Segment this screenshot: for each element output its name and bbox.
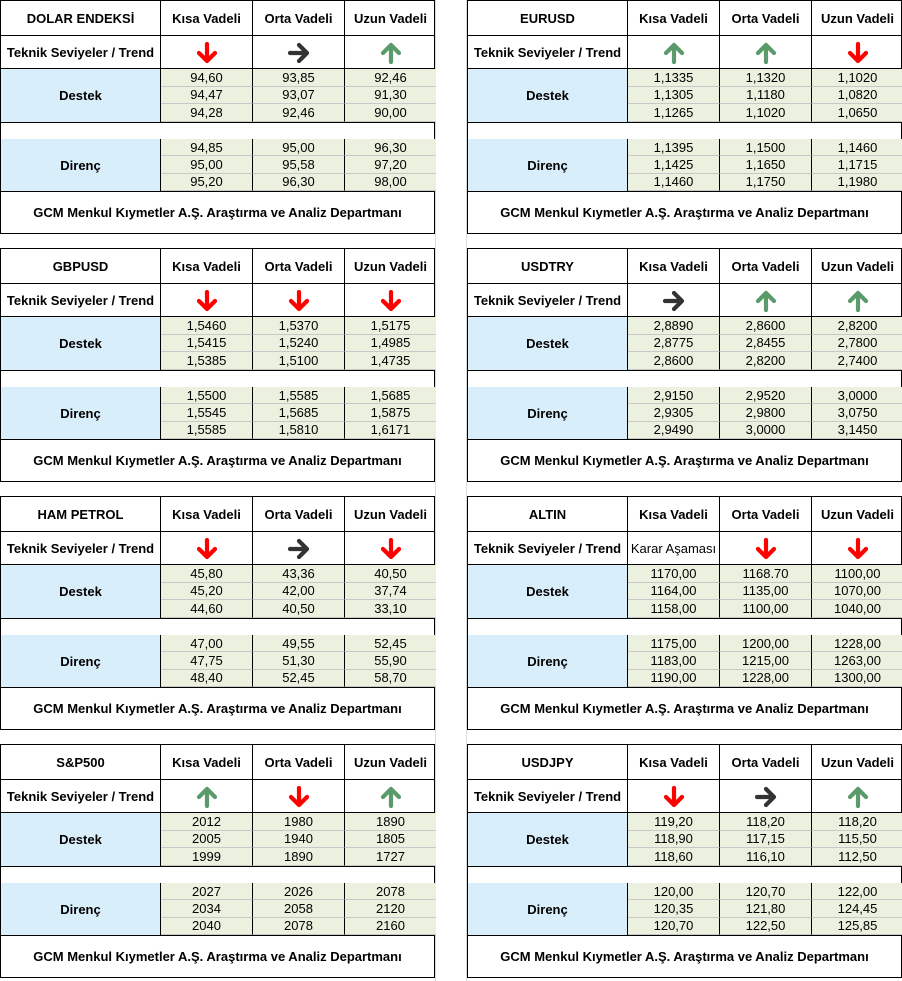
support-value: 1,1320 — [720, 69, 812, 87]
column-header: Uzun Vadeli — [354, 259, 427, 274]
up-arrow-icon — [661, 40, 687, 66]
resistance-value: 2040 — [161, 918, 253, 935]
department-footer: GCM Menkul Kıymetler A.Ş. Araştırma ve Analiz Departmanı — [500, 700, 869, 716]
instrument-title: USDTRY — [468, 249, 628, 284]
resistance-label: Direnç — [1, 139, 161, 191]
support-label: Destek — [468, 317, 628, 370]
resistance-value: 2120 — [345, 900, 436, 917]
resistance-value: 3,0750 — [812, 404, 902, 421]
support-value: 1,5175 — [345, 317, 436, 335]
trend-label: Teknik Seviyeler / Trend — [1, 284, 161, 317]
resistance-value: 2026 — [253, 883, 345, 900]
up-arrow-icon — [753, 288, 779, 314]
divider — [1, 122, 434, 123]
department-footer: GCM Menkul Kıymetler A.Ş. Araştırma ve Analiz Departmanı — [500, 204, 869, 220]
instrument-panel — [467, 496, 902, 730]
support-value: 117,15 — [720, 831, 812, 849]
resistance-value: 1,1750 — [720, 174, 812, 191]
support-value: 115,50 — [812, 831, 902, 849]
resistance-value: 1,1715 — [812, 156, 902, 173]
department-footer: GCM Menkul Kıymetler A.Ş. Araştırma ve Analiz Departmanı — [33, 700, 402, 716]
resistance-value: 95,58 — [253, 156, 345, 173]
support-value: 1,5415 — [161, 335, 253, 353]
resistance-value: 1,1425 — [628, 156, 720, 173]
divider — [1, 866, 434, 867]
resistance-value: 121,80 — [720, 900, 812, 917]
column-header: Orta Vadeli — [720, 249, 812, 284]
support-value: 1727 — [345, 848, 436, 866]
support-value: 118,90 — [628, 831, 720, 849]
trend-label: Teknik Seviyeler / Trend — [1, 36, 161, 69]
support-value: 2,7400 — [812, 352, 902, 370]
resistance-label: Direnç — [468, 635, 628, 687]
resistance-value: 2078 — [253, 918, 345, 935]
resistance-label: Direnç — [1, 883, 161, 935]
column-header: Orta Vadeli — [720, 497, 812, 532]
support-value: 1168.70 — [720, 565, 812, 583]
support-value: 1,4985 — [345, 335, 436, 353]
trend-cell — [628, 284, 720, 317]
resistance-value: 1,5585 — [161, 422, 253, 439]
department-footer: GCM Menkul Kıymetler A.Ş. Araştırma ve Analiz Departmanı — [500, 452, 869, 468]
resistance-value: 122,50 — [720, 918, 812, 935]
resistance-value: 2078 — [345, 883, 436, 900]
column-header: Kısa Vadeli — [628, 745, 720, 780]
resistance-value: 1200,00 — [720, 635, 812, 652]
support-value: 1999 — [161, 848, 253, 866]
resistance-value: 1,1650 — [720, 156, 812, 173]
resistance-value: 2,9800 — [720, 404, 812, 421]
up-arrow-icon — [194, 784, 220, 810]
support-value: 2,8890 — [628, 317, 720, 335]
department-footer: GCM Menkul Kıymetler A.Ş. Araştırma ve Analiz Departmanı — [33, 452, 402, 468]
support-value: 1,1020 — [720, 104, 812, 122]
trend-cell — [628, 780, 720, 813]
support-label: Destek — [1, 317, 161, 370]
support-value: 1,5370 — [253, 317, 345, 335]
instrument-title: DOLAR ENDEKSİ — [1, 1, 161, 36]
column-header: Kısa Vadeli — [628, 497, 720, 532]
right-arrow-icon — [286, 40, 312, 66]
column-header: Kısa Vadeli — [628, 249, 720, 284]
trend-label: Teknik Seviyeler / Trend — [468, 780, 628, 813]
column-header: Kısa Vadeli — [161, 1, 253, 36]
column-header: Orta Vadeli — [253, 1, 345, 36]
resistance-value: 52,45 — [253, 670, 345, 687]
trend-cell — [161, 36, 253, 69]
resistance-value: 2,9305 — [628, 404, 720, 421]
column-header: Orta Vadeli — [720, 745, 812, 780]
down-arrow-icon — [845, 536, 871, 562]
resistance-value: 2,9490 — [628, 422, 720, 439]
right-arrow-icon — [753, 784, 779, 810]
support-value: 112,50 — [812, 848, 902, 866]
support-value: 42,00 — [253, 583, 345, 601]
resistance-value: 94,85 — [161, 139, 253, 156]
resistance-value: 47,00 — [161, 635, 253, 652]
support-label: Destek — [1, 565, 161, 618]
support-value: 1,5100 — [253, 352, 345, 370]
down-arrow-icon — [194, 288, 220, 314]
down-arrow-icon — [378, 288, 404, 314]
down-arrow-icon — [286, 288, 312, 314]
support-value: 40,50 — [253, 600, 345, 618]
right-arrow-icon — [286, 536, 312, 562]
support-value: 94,47 — [161, 87, 253, 105]
resistance-value: 1,6171 — [345, 422, 436, 439]
column-header: Uzun Vadeli — [821, 259, 894, 274]
trend-cell — [253, 780, 345, 813]
resistance-value: 124,45 — [812, 900, 902, 917]
support-value: 2,8600 — [720, 317, 812, 335]
support-value: 2,8200 — [720, 352, 812, 370]
trend-cell — [161, 532, 253, 565]
resistance-value: 95,00 — [161, 156, 253, 173]
support-value: 1940 — [253, 831, 345, 849]
resistance-value: 1,1395 — [628, 139, 720, 156]
up-arrow-icon — [753, 40, 779, 66]
support-value: 90,00 — [345, 104, 436, 122]
column-header: Kısa Vadeli — [628, 1, 720, 36]
support-value: 1890 — [345, 813, 436, 831]
resistance-value: 1,5875 — [345, 404, 436, 421]
down-arrow-icon — [286, 784, 312, 810]
resistance-value: 1190,00 — [628, 670, 720, 687]
support-value: 1040,00 — [812, 600, 902, 618]
instrument-panel — [467, 0, 902, 234]
trend-cell — [253, 36, 345, 69]
column-header: Kısa Vadeli — [161, 745, 253, 780]
trend-cell — [812, 36, 902, 69]
trend-label: Teknik Seviyeler / Trend — [1, 780, 161, 813]
resistance-label: Direnç — [468, 387, 628, 439]
department-footer: GCM Menkul Kıymetler A.Ş. Araştırma ve Analiz Departmanı — [500, 948, 869, 964]
support-value: 37,74 — [345, 583, 436, 601]
trend-label: Teknik Seviyeler / Trend — [468, 532, 628, 565]
resistance-value: 125,85 — [812, 918, 902, 935]
resistance-value: 48,40 — [161, 670, 253, 687]
trend-text: Karar Aşaması — [630, 541, 717, 556]
trend-cell — [345, 36, 436, 69]
resistance-value: 120,70 — [628, 918, 720, 935]
column-header: Uzun Vadeli — [354, 755, 427, 770]
column-header: Orta Vadeli — [253, 745, 345, 780]
support-value: 1,4735 — [345, 352, 436, 370]
support-value: 1,0650 — [812, 104, 902, 122]
department-footer: GCM Menkul Kıymetler A.Ş. Araştırma ve Analiz Departmanı — [33, 948, 402, 964]
up-arrow-icon — [378, 40, 404, 66]
instrument-panel — [0, 248, 435, 482]
support-value: 2,7800 — [812, 335, 902, 353]
support-value: 1890 — [253, 848, 345, 866]
divider — [1, 370, 434, 371]
support-value: 1070,00 — [812, 583, 902, 601]
support-value: 1,1020 — [812, 69, 902, 87]
instrument-panel — [467, 248, 902, 482]
instrument-title: USDJPY — [468, 745, 628, 780]
down-arrow-icon — [661, 784, 687, 810]
trend-cell — [345, 284, 436, 317]
divider — [468, 618, 901, 619]
column-header: Kısa Vadeli — [161, 497, 253, 532]
column-header: Uzun Vadeli — [354, 11, 427, 26]
support-value: 1,5385 — [161, 352, 253, 370]
support-value: 33,10 — [345, 600, 436, 618]
trend-cell — [345, 532, 436, 565]
support-value: 1100,00 — [720, 600, 812, 618]
support-value: 45,80 — [161, 565, 253, 583]
trend-cell — [720, 780, 812, 813]
support-value: 44,60 — [161, 600, 253, 618]
support-value: 1,1180 — [720, 87, 812, 105]
column-header: Uzun Vadeli — [821, 755, 894, 770]
support-value: 92,46 — [345, 69, 436, 87]
support-value: 1805 — [345, 831, 436, 849]
support-value: 1164,00 — [628, 583, 720, 601]
support-value: 2,8455 — [720, 335, 812, 353]
instrument-title: S&P500 — [1, 745, 161, 780]
trend-cell — [628, 532, 720, 565]
resistance-value: 58,70 — [345, 670, 436, 687]
resistance-value: 2,9150 — [628, 387, 720, 404]
resistance-value: 52,45 — [345, 635, 436, 652]
resistance-value: 97,20 — [345, 156, 436, 173]
up-arrow-icon — [378, 784, 404, 810]
trend-cell — [253, 532, 345, 565]
down-arrow-icon — [194, 536, 220, 562]
divider — [468, 866, 901, 867]
support-value: 2,8200 — [812, 317, 902, 335]
trend-cell — [345, 780, 436, 813]
resistance-value: 1,5810 — [253, 422, 345, 439]
support-value: 93,85 — [253, 69, 345, 87]
column-header: Uzun Vadeli — [821, 11, 894, 26]
trend-cell — [253, 284, 345, 317]
resistance-label: Direnç — [468, 883, 628, 935]
down-arrow-icon — [845, 40, 871, 66]
divider — [1, 618, 434, 619]
instrument-title: GBPUSD — [1, 249, 161, 284]
down-arrow-icon — [753, 536, 779, 562]
resistance-value: 49,55 — [253, 635, 345, 652]
support-value: 92,46 — [253, 104, 345, 122]
support-label: Destek — [468, 565, 628, 618]
resistance-value: 55,90 — [345, 652, 436, 669]
resistance-value: 122,00 — [812, 883, 902, 900]
support-label: Destek — [1, 69, 161, 122]
resistance-value: 1263,00 — [812, 652, 902, 669]
support-value: 1170,00 — [628, 565, 720, 583]
resistance-value: 1,1460 — [812, 139, 902, 156]
instrument-panel — [0, 0, 435, 234]
support-value: 1158,00 — [628, 600, 720, 618]
column-header: Orta Vadeli — [720, 1, 812, 36]
resistance-value: 95,00 — [253, 139, 345, 156]
trend-cell — [720, 36, 812, 69]
support-label: Destek — [468, 813, 628, 866]
support-value: 118,60 — [628, 848, 720, 866]
instrument-title: EURUSD — [468, 1, 628, 36]
support-value: 1,5240 — [253, 335, 345, 353]
resistance-value: 96,30 — [253, 174, 345, 191]
resistance-value: 2027 — [161, 883, 253, 900]
instrument-title: ALTIN — [468, 497, 628, 532]
resistance-value: 1228,00 — [720, 670, 812, 687]
resistance-value: 1,1460 — [628, 174, 720, 191]
resistance-value: 1215,00 — [720, 652, 812, 669]
support-value: 1980 — [253, 813, 345, 831]
resistance-value: 1,5685 — [253, 404, 345, 421]
resistance-value: 1175,00 — [628, 635, 720, 652]
divider — [468, 122, 901, 123]
column-header: Kısa Vadeli — [161, 249, 253, 284]
resistance-value: 2,9520 — [720, 387, 812, 404]
trend-label: Teknik Seviyeler / Trend — [468, 36, 628, 69]
support-value: 1100,00 — [812, 565, 902, 583]
support-value: 94,60 — [161, 69, 253, 87]
support-value: 93,07 — [253, 87, 345, 105]
up-arrow-icon — [845, 784, 871, 810]
resistance-value: 3,1450 — [812, 422, 902, 439]
resistance-value: 1,1500 — [720, 139, 812, 156]
resistance-value: 1,5500 — [161, 387, 253, 404]
resistance-value: 96,30 — [345, 139, 436, 156]
resistance-value: 120,70 — [720, 883, 812, 900]
support-value: 45,20 — [161, 583, 253, 601]
resistance-value: 1,5585 — [253, 387, 345, 404]
resistance-value: 1183,00 — [628, 652, 720, 669]
resistance-value: 2058 — [253, 900, 345, 917]
support-value: 1,1265 — [628, 104, 720, 122]
instrument-panel — [467, 744, 902, 978]
support-value: 94,28 — [161, 104, 253, 122]
resistance-value: 1300,00 — [812, 670, 902, 687]
support-value: 43,36 — [253, 565, 345, 583]
instrument-panel — [0, 744, 435, 978]
support-value: 40,50 — [345, 565, 436, 583]
column-header: Uzun Vadeli — [821, 507, 894, 522]
trend-cell — [812, 532, 902, 565]
support-label: Destek — [1, 813, 161, 866]
trend-cell — [628, 36, 720, 69]
resistance-label: Direnç — [1, 635, 161, 687]
column-header: Orta Vadeli — [253, 249, 345, 284]
down-arrow-icon — [194, 40, 220, 66]
instrument-title: HAM PETROL — [1, 497, 161, 532]
resistance-value: 1,1980 — [812, 174, 902, 191]
resistance-value: 2160 — [345, 918, 436, 935]
resistance-value: 1,5545 — [161, 404, 253, 421]
resistance-value: 98,00 — [345, 174, 436, 191]
support-value: 1,1335 — [628, 69, 720, 87]
support-value: 1,5460 — [161, 317, 253, 335]
trend-cell — [161, 284, 253, 317]
support-value: 91,30 — [345, 87, 436, 105]
trend-cell — [161, 780, 253, 813]
down-arrow-icon — [378, 536, 404, 562]
trend-cell — [720, 284, 812, 317]
trend-cell — [720, 532, 812, 565]
resistance-value: 47,75 — [161, 652, 253, 669]
right-arrow-icon — [661, 288, 687, 314]
support-value: 119,20 — [628, 813, 720, 831]
column-header: Uzun Vadeli — [354, 507, 427, 522]
support-value: 2012 — [161, 813, 253, 831]
support-value: 1,1305 — [628, 87, 720, 105]
support-label: Destek — [468, 69, 628, 122]
department-footer: GCM Menkul Kıymetler A.Ş. Araştırma ve Analiz Departmanı — [33, 204, 402, 220]
support-value: 2,8775 — [628, 335, 720, 353]
divider — [468, 370, 901, 371]
support-value: 2,8600 — [628, 352, 720, 370]
trend-cell — [812, 780, 902, 813]
support-value: 116,10 — [720, 848, 812, 866]
trend-label: Teknik Seviyeler / Trend — [1, 532, 161, 565]
column-header: Orta Vadeli — [253, 497, 345, 532]
support-value: 1,0820 — [812, 87, 902, 105]
resistance-value: 120,35 — [628, 900, 720, 917]
resistance-value: 1,5685 — [345, 387, 436, 404]
resistance-value: 120,00 — [628, 883, 720, 900]
support-value: 118,20 — [720, 813, 812, 831]
resistance-value: 95,20 — [161, 174, 253, 191]
resistance-value: 3,0000 — [812, 387, 902, 404]
instrument-panel — [0, 496, 435, 730]
resistance-label: Direnç — [1, 387, 161, 439]
trend-cell — [812, 284, 902, 317]
support-value: 118,20 — [812, 813, 902, 831]
up-arrow-icon — [845, 288, 871, 314]
trend-label: Teknik Seviyeler / Trend — [468, 284, 628, 317]
support-value: 1135,00 — [720, 583, 812, 601]
resistance-value: 51,30 — [253, 652, 345, 669]
support-value: 2005 — [161, 831, 253, 849]
resistance-value: 1228,00 — [812, 635, 902, 652]
resistance-value: 2034 — [161, 900, 253, 917]
resistance-label: Direnç — [468, 139, 628, 191]
resistance-value: 3,0000 — [720, 422, 812, 439]
